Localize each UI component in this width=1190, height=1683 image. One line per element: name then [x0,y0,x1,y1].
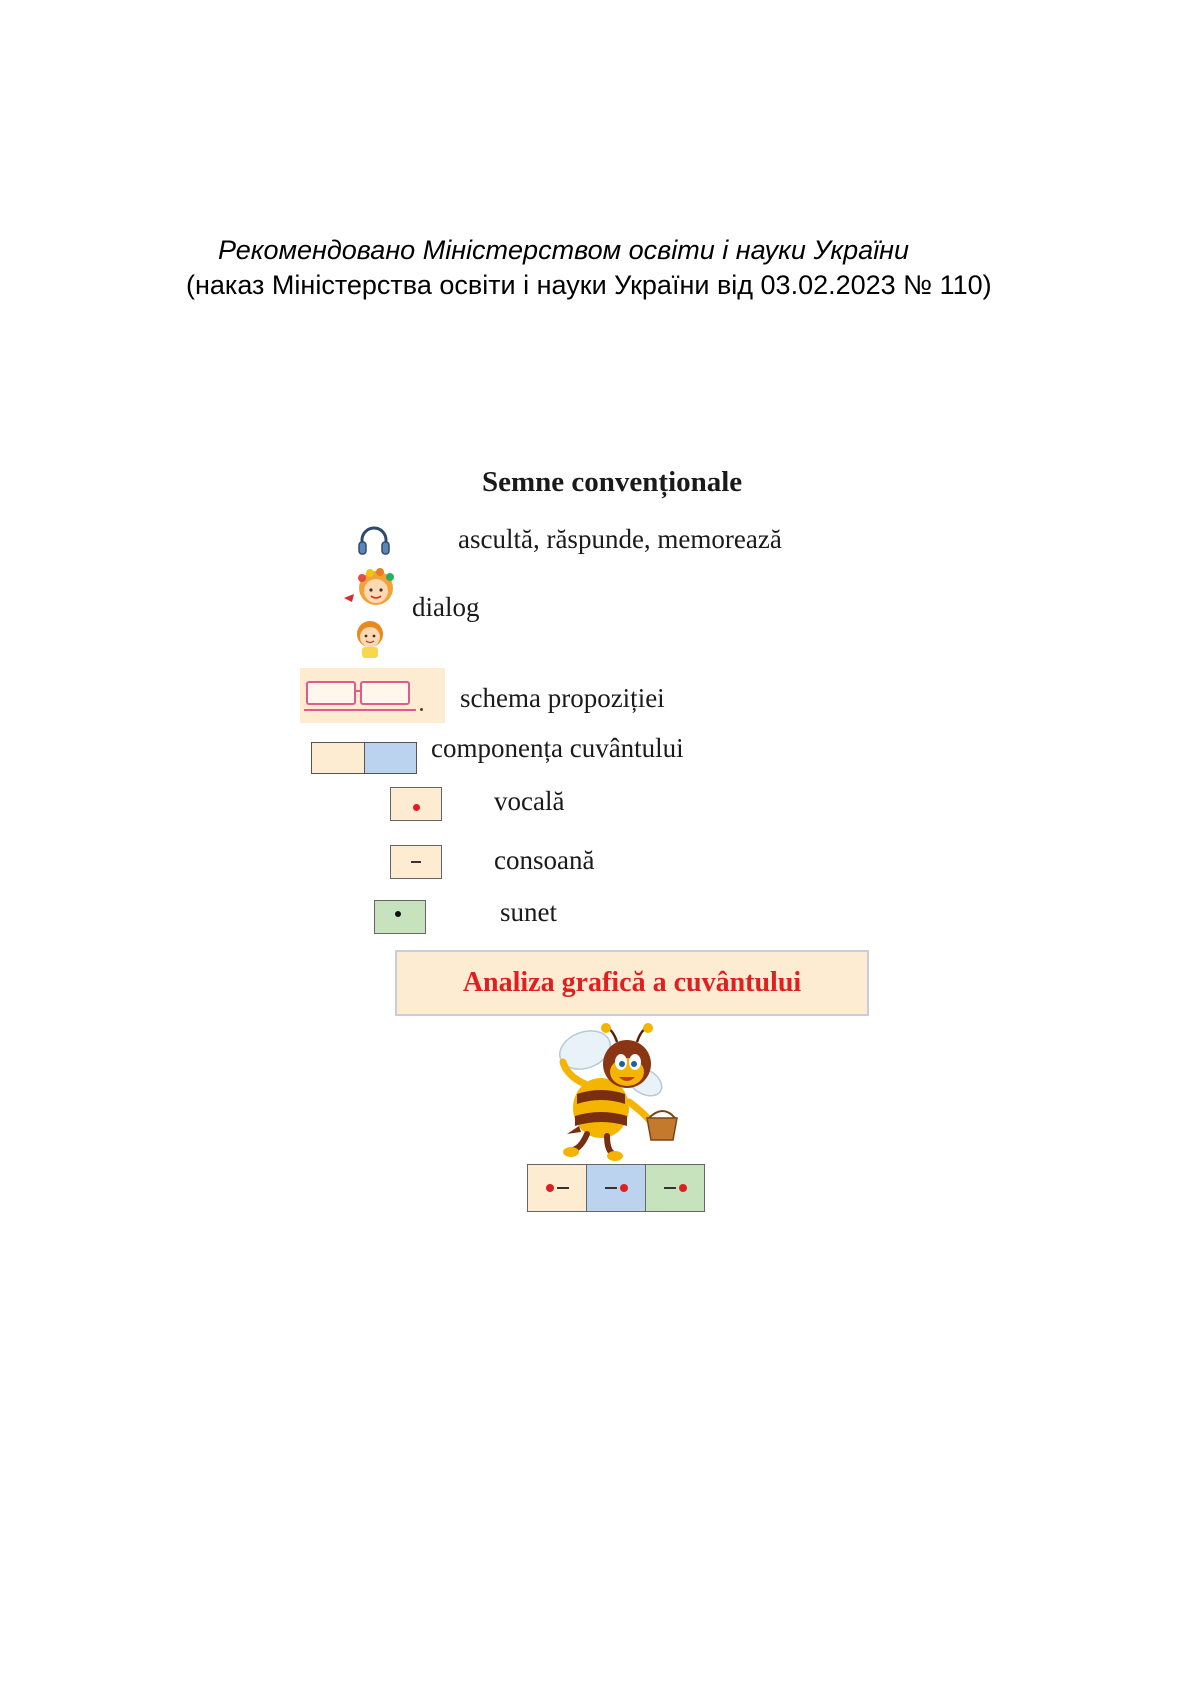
recommendation-line-2: (наказ Міністерства освіти і науки України від 03.02.2023 № 110) [186,270,992,300]
legend-label-consonant: consoană [494,845,595,875]
consonant-dash-icon [390,845,442,879]
vowel-dot [546,1184,554,1192]
vowel-dot [679,1184,687,1192]
recommendation-line-1: Рекомендовано Міністерством освіти і науки України [218,235,910,265]
syllable-block [528,1165,587,1211]
legend-label-vowel: vocală [494,786,565,816]
two-children-icon [340,568,408,660]
legend-label-sound: sunet [500,897,557,927]
sentence-scheme-icon [300,668,445,723]
word-composition-icon [311,742,417,774]
word-analysis-blocks [527,1164,705,1212]
analysis-banner [395,950,869,1016]
legend-label-scheme: schema propoziției [460,683,665,713]
consonant-dash [605,1187,617,1189]
legend-label-listen: ascultă, răspunde, memorează [458,524,782,554]
vowel-dot [620,1184,628,1192]
syllable-block [646,1165,704,1211]
consonant-dash [557,1187,569,1189]
syllable-block [587,1165,646,1211]
bee-with-bucket-icon [545,1022,695,1162]
sound-black-dot-icon [374,900,426,934]
legend-label-composition: componența cuvântului [431,733,684,763]
consonant-dash [664,1187,676,1189]
legend-title: Semne convenționale [482,466,743,498]
vowel-red-dot-icon [390,787,442,821]
scheme-word-box [360,681,410,705]
headphones-icon [356,524,392,556]
legend-label-dialog: dialog [412,592,480,622]
scheme-word-box [306,681,356,705]
analysis-banner-label: Analiza grafică a cuvântului [462,967,802,998]
